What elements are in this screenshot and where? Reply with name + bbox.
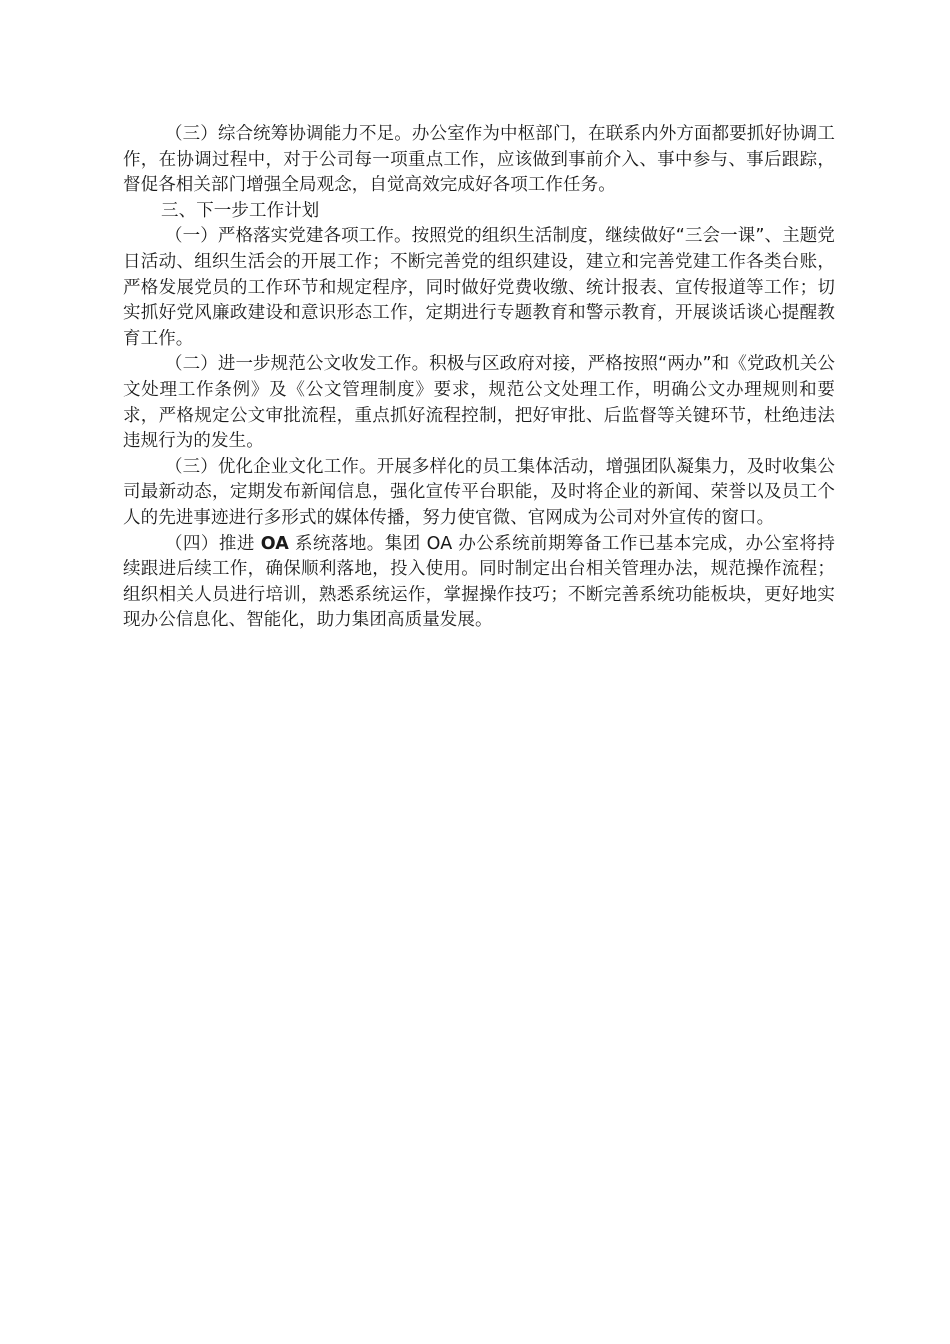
paragraph-document-handling: （二）进一步规范公文收发工作。积极与区政府对接，严格按照“两办”和《党政机关公文处理工作条例》及《公文管理制度》要求，规范公文处理工作，明确公文办理规则和要求，严格规定公文审批流程，重点抓好流程控制，把好审批、后监督等关键环节，杜绝违法违规行为的发生。 — [123, 354, 835, 452]
paragraph-corporate-culture: （三）优化企业文化工作。开展多样化的员工集体活动，增强团队凝集力，及时收集公司最新动态，定期发布新闻信息，强化宣传平台职能，及时将企业的新闻、荣誉以及员工个人的先进事迹进行多形式的媒体传播，努力使官微、官网成为公司对外宣传的窗口。 — [123, 456, 835, 528]
paragraph-oa-system — [123, 532, 835, 634]
paragraph-coordination-issue: （三）综合统筹协调能力不足。办公室作为中枢部门，在联系内外方面都要抓好协调工作，在协调过程中，对于公司每一项重点工作，应该做到事前介入、事中参与、事后跟踪，督促各相关部门增强全局观念，自觉高效完成好各项工作任务。 — [123, 124, 835, 196]
paragraph-party-building: （一）严格落实党建各项工作。按照党的组织生活制度，继续做好“三会一课”、主题党日活动、组织生活会的开展工作；不断完善党的组织建设，建立和完善党建工作各类台账，严格发展党员的工作环节和规定程序，同时做好党费收缴、统计报表、宣传报道等工作；切实抓好党风廉政建设和意识形态工作，定期进行专题教育和警示教育，开展谈话谈心提醒教育工作。 — [123, 226, 835, 349]
oa-bold-term: OA — [260, 533, 289, 554]
paragraph-oa-prefix: （四）推进 — [165, 533, 261, 554]
section-heading-next-steps: 三、下一步工作计划 — [161, 200, 320, 221]
paragraph-oa-text: 系统落地。集团 OA 办公系统前期筹备工作已基本完成，办公室将持续跟进后续工作，确保顺利落地，投入使用。同时制定出台相关管理办法，规范操作流程；组织相关人员进行培训，熟悉系统运作，掌握操作技巧；不断完善系统功能板块，更好地实现办公信息化、智能化，助力集团高质量发展。 — [123, 533, 835, 631]
document-body — [123, 122, 835, 634]
